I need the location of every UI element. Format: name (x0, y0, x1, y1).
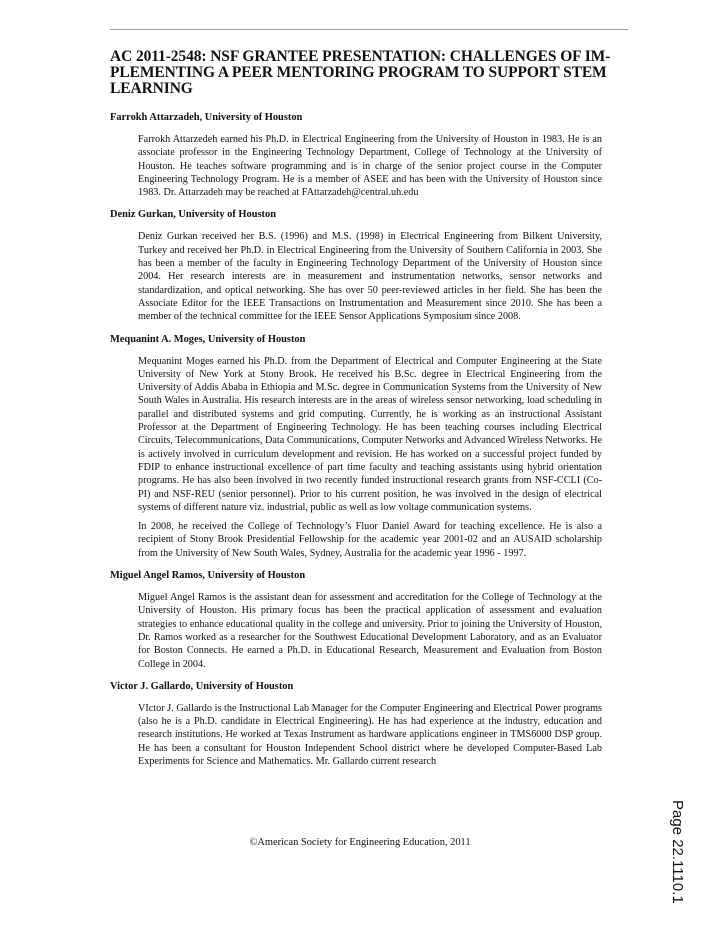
bio-paragraph: Farrokh Attarzedeh earned his Ph.D. in Electrical Engineering from the University of Houston in 1983. He is an associate professor in the Engineering Technology Department, College of Technology at the University of Houston. He teaches software programming and is in charge of the senior project course in the Computer Engineering Technology Program. He is a member of ASEE and has been with the University of Houston since 1983. Dr. Attarzadeh may be reached at FAttarzadeh@central.uh.edu (138, 134, 602, 199)
author-section (110, 680, 602, 768)
author-heading: Miguel Angel Ramos, University of Houston (110, 570, 306, 582)
page-number: Page 22.1110.1 (669, 800, 686, 904)
author-bios (110, 111, 602, 777)
copyright-footer: ©American Society for Engineering Education, 2011 (249, 837, 471, 848)
author-heading: Farrokh Attarzadeh, University of Houston (110, 112, 303, 123)
bio-paragraph: Miguel Angel Ramos is the assistant dean for assessment and accreditation for the College of Technology at the University of Houston. His primary focus has been the practical application of assessment and evaluation strategies to enhance educational quality in the college and university. Prior to joining the University of Houston, Dr. Ramos worked as a researcher for the Southwest Educational Development Laboratory, and as an Evaluator for Boston Connects. He earned a Ph.D. in Educational Research, Measurement and Evaluation from Boston College in 2004. (138, 592, 602, 670)
author-bio (138, 230, 602, 323)
author-heading: Victor J. Gallardo, University of Houston (110, 680, 294, 692)
author-heading: Mequanint A. Moges, University of Houston (110, 333, 306, 345)
author-section (110, 333, 602, 560)
author-bio (138, 591, 602, 671)
bio-paragraph: Deniz Gurkan received her B.S. (1996) and M.S. (1998) in Electrical Engineering from Bilkent University, Turkey and received her Ph.D. in Electrical Engineering from the University of Southern California in 2003. She has been a member of the faculty in Engineering Technology Department of the University of Houston since 2004. Her research interests are in measurement and instrumentation networks, sensor networks and standardization, and optical networking. She has over 50 peer-reviewed articles in her field. She has been the Associate Editor for the IEEE Transactions on Instrumentation and Measurement since 2010. She has been a member of the technical committee for the IEEE Sensor Applications Symposium since 2008. (138, 231, 602, 323)
bio-paragraph: In 2008, he received the College of Technology’s Fluor Daniel Award for teaching excellence. He is also a recipient of Stony Brook Presidential Fellowship for the academic year 2001-02 and an AUSAID scholarship from the University of New South Wales, Sydney, Australia for the academic year 1996 - 1997. (138, 521, 602, 559)
author-bio (138, 133, 602, 199)
bio-paragraph: VIctor J. Gallardo is the Instructional Lab Manager for the Computer Engineering and Electrical Power programs (also he is a Ph.D. candidate in Electrical Engineering). He has had experience at the industry, education and research institutions. He worked at Texas Instrument as hardware applications engineer in TMS6000 DSP group. He has been a consultant for Houston Independent School district where he developed Computer-Based Lab Experiments for Science and Mathematics. Mr. Gallardo current research (138, 702, 602, 767)
header-rule (110, 29, 628, 30)
author-bio (138, 355, 602, 560)
author-section (110, 208, 602, 323)
bio-paragraph: Mequanint Moges earned his Ph.D. from the Department of Electrical and Computer Engineering at the State University of New York at Stony Brook. He received his B.Sc. degree in Electrical Engineering from the University of Addis Ababa in Ethiopia and M.Sc. degree in Communication Systems from the University of New South Wales in Australia. His research interests are in the areas of wireless sensor networking, load scheduling in parallel and distributed systems and grid computing. Currently, he is working as an instructional Assistant Professor at the Department of Engineering Technology. He has been teaching courses including Electrical Circuits, Telecommunications, Data Communications, Computer Networks and Advanced Wireless Networks. He is actively involved in curriculum development and revision. He has worked on a successful project funded by FDIP to enhance instructional excellence of part time faculty and teaching assistants using hybrid orientation programs. He has also been involved in two recently funded instructional research grants from NSF-CCLI (Co-PI) and NSF-REU (senior personnel). Prior to his current position, he was involved in the design of electrical systems of different nature viz. industrial, public as well as low voltage communication systems. (138, 355, 602, 513)
author-bio (138, 702, 602, 768)
author-section (110, 569, 602, 671)
paper-title: AC 2011-2548: NSF GRANTEE PRESENTATION: CHALLENGES OF IM-PLEMENTING A PEER MENTORING PROGRAM TO SUPPORT STEM LEARNING (110, 48, 611, 97)
author-section (110, 111, 602, 199)
author-heading: Deniz Gurkan, University of Houston (110, 209, 276, 221)
